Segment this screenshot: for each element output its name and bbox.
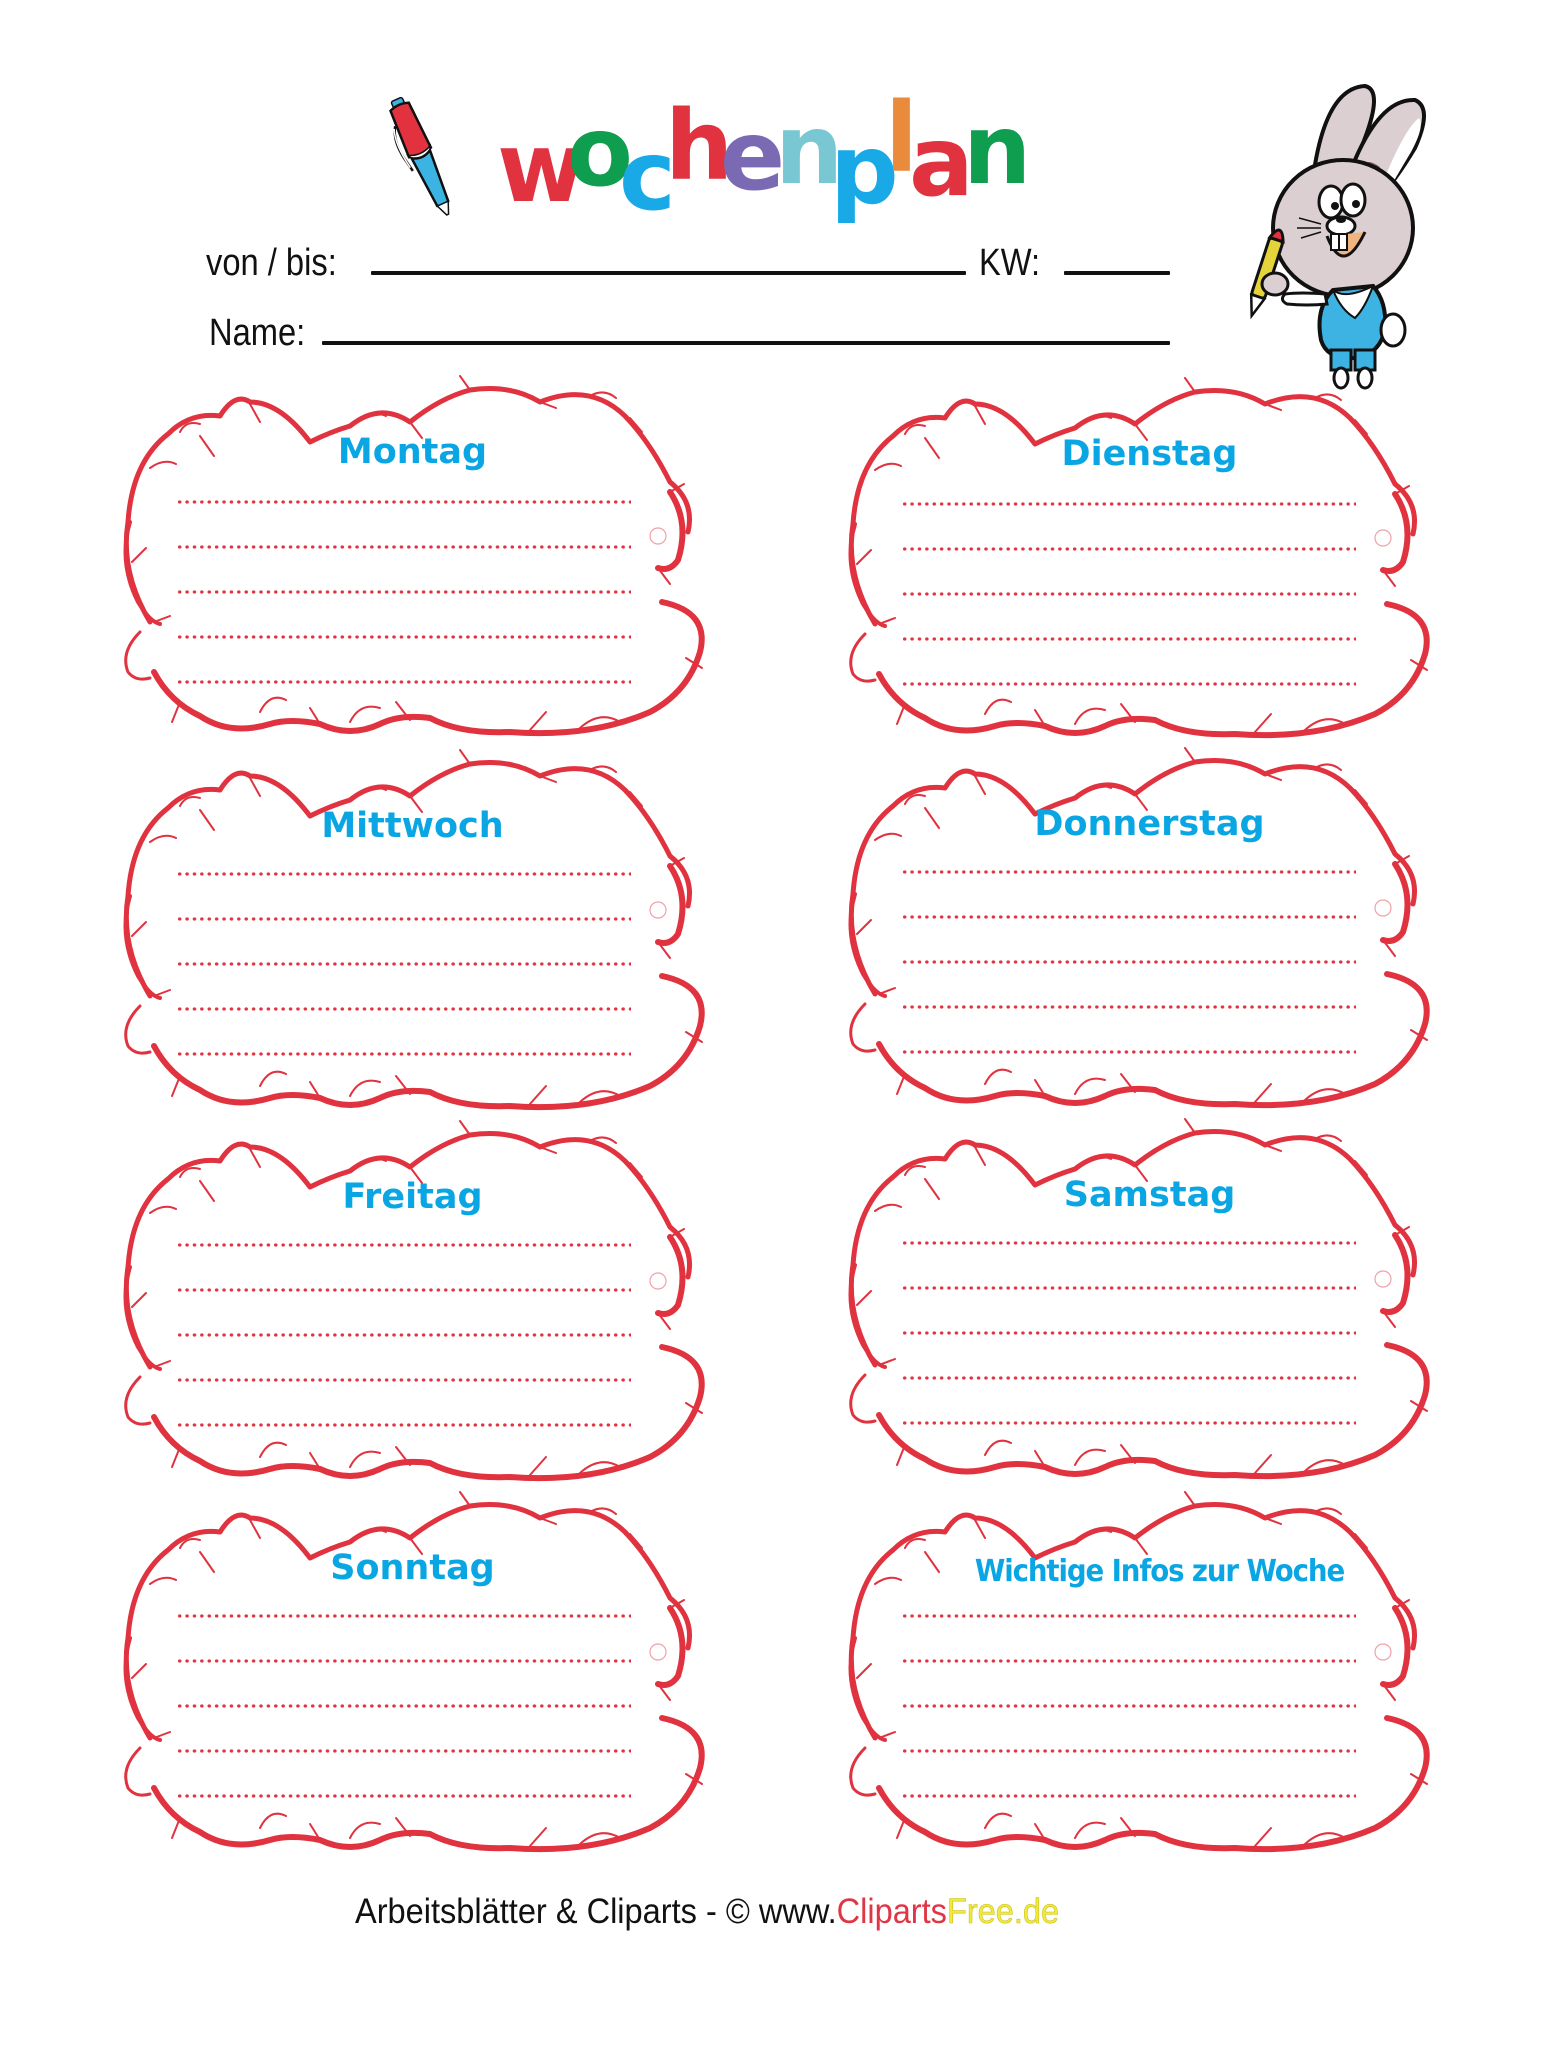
decorative-branch-frame [110, 746, 715, 1112]
writing-line[interactable] [176, 1378, 631, 1382]
writing-line[interactable] [901, 1794, 1356, 1798]
day-title: Wichtige Infos zur Woche [974, 1554, 1345, 1589]
writing-line[interactable] [176, 1333, 631, 1337]
title-letter: l [885, 82, 916, 194]
writing-line[interactable] [901, 1614, 1356, 1618]
writing-line[interactable] [176, 1243, 631, 1247]
writing-line[interactable] [901, 1376, 1356, 1380]
writing-line[interactable] [901, 1286, 1356, 1290]
writing-line[interactable] [901, 1659, 1356, 1663]
decorative-branch-frame [835, 1115, 1440, 1481]
writing-line[interactable] [901, 870, 1356, 874]
box-weekly-notes [835, 1488, 1440, 1854]
writing-line[interactable] [176, 1794, 631, 1798]
title-letter: p [830, 114, 897, 226]
title-letter: o [567, 96, 631, 208]
writing-line[interactable] [176, 917, 631, 921]
writing-line[interactable] [901, 502, 1356, 506]
day-box-montag [110, 372, 715, 738]
date-range-label: von / bis: [206, 242, 337, 284]
day-box-sonntag [110, 1488, 715, 1854]
pen-icon [372, 90, 472, 225]
day-title: Sonntag [330, 1548, 495, 1588]
writing-line[interactable] [176, 680, 631, 684]
title-letter: n [963, 94, 1030, 206]
writing-line[interactable] [176, 1288, 631, 1292]
day-title: Donnerstag [1034, 804, 1265, 844]
writing-line[interactable] [176, 1614, 631, 1618]
week-input[interactable] [1064, 271, 1170, 275]
writing-line[interactable] [901, 682, 1356, 686]
decorative-branch-frame [110, 1117, 715, 1483]
date-range-input[interactable] [371, 271, 966, 275]
writing-line[interactable] [901, 547, 1356, 551]
title-letter: c [619, 120, 674, 232]
title-letter: w [497, 112, 584, 224]
footer-credit [355, 1890, 1136, 1934]
writing-line[interactable] [176, 1007, 631, 1011]
day-title: Samstag [1063, 1175, 1236, 1215]
writing-line[interactable] [176, 1659, 631, 1663]
decorative-branch-frame [835, 1488, 1440, 1854]
day-title: Mittwoch [321, 806, 504, 846]
day-box-freitag [110, 1117, 715, 1483]
writing-line[interactable] [176, 962, 631, 966]
decorative-branch-frame [110, 1488, 715, 1854]
title-letter: h [665, 90, 732, 202]
writing-line[interactable] [901, 1241, 1356, 1245]
footer-brand-link-suffix[interactable]: Free.de [946, 1892, 1060, 1931]
decorative-branch-frame [835, 744, 1440, 1110]
writing-line[interactable] [176, 1749, 631, 1753]
day-box-mittwoch [110, 746, 715, 1112]
writing-line[interactable] [901, 960, 1356, 964]
writing-line[interactable] [176, 872, 631, 876]
writing-line[interactable] [901, 1421, 1356, 1425]
name-label: Name: [209, 312, 306, 354]
day-title: Montag [337, 432, 488, 472]
day-box-donnerstag [835, 744, 1440, 1110]
bunny-mascot-icon [1215, 78, 1465, 390]
writing-line[interactable] [901, 1005, 1356, 1009]
writing-line[interactable] [176, 1052, 631, 1056]
week-label: KW: [979, 242, 1041, 284]
writing-line[interactable] [901, 1050, 1356, 1054]
writing-line[interactable] [176, 590, 631, 594]
title-letter: a [909, 106, 972, 218]
day-title: Dienstag [1061, 434, 1238, 474]
writing-line[interactable] [176, 635, 631, 639]
page-title [497, 82, 1030, 232]
day-title: Freitag [342, 1177, 483, 1217]
writing-line[interactable] [176, 500, 631, 504]
day-box-samstag [835, 1115, 1440, 1481]
footer-prefix: Arbeitsblätter & Cliparts - © www. [355, 1892, 837, 1931]
title-letter: e [720, 100, 784, 212]
name-input[interactable] [322, 341, 1170, 345]
writing-line[interactable] [901, 915, 1356, 919]
title-letter: n [775, 94, 842, 206]
writing-line[interactable] [901, 1704, 1356, 1708]
writing-line[interactable] [176, 1423, 631, 1427]
writing-line[interactable] [901, 1331, 1356, 1335]
day-box-dienstag [835, 374, 1440, 740]
writing-line[interactable] [901, 592, 1356, 596]
writing-line[interactable] [901, 637, 1356, 641]
writing-line[interactable] [176, 545, 631, 549]
writing-line[interactable] [901, 1749, 1356, 1753]
footer-brand-link[interactable]: Cliparts [836, 1892, 947, 1931]
writing-line[interactable] [176, 1704, 631, 1708]
